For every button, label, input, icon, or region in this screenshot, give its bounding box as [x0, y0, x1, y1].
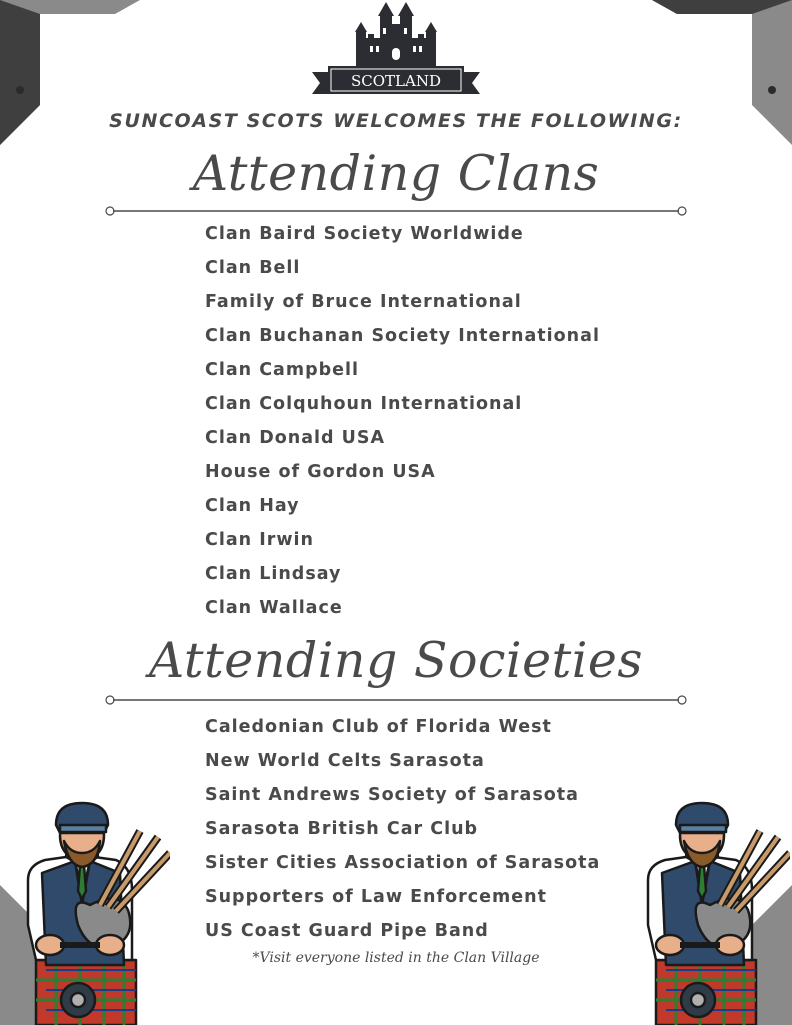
- list-item: Caledonian Club of Florida West: [205, 717, 552, 737]
- scotland-logo: [308, 0, 484, 100]
- list-item: Saint Andrews Society of Sarasota: [205, 785, 579, 805]
- list-item: Clan Colquhoun International: [205, 394, 523, 414]
- list-item: Clan Baird Society Worldwide: [205, 224, 524, 244]
- list-item: Clan Campbell: [205, 360, 360, 380]
- clans-divider: [105, 204, 687, 218]
- list-item: US Coast Guard Pipe Band: [205, 921, 489, 941]
- list-item: Supporters of Law Enforcement: [205, 887, 547, 907]
- societies-title: Attending Societies: [148, 632, 644, 689]
- societies-list: [205, 715, 600, 953]
- list-item: House of Gordon USA: [205, 462, 436, 482]
- list-item: Clan Hay: [205, 496, 300, 516]
- bagpiper-left-illustration: [20, 795, 170, 1025]
- list-item: Clan Irwin: [205, 530, 314, 550]
- list-item: Family of Bruce International: [205, 292, 522, 312]
- list-item: Sarasota British Car Club: [205, 819, 479, 839]
- bagpiper-right-illustration: [640, 795, 790, 1025]
- list-item: Clan Donald USA: [205, 428, 385, 448]
- list-item: Sister Cities Association of Sarasota: [205, 853, 601, 873]
- list-item: New World Celts Sarasota: [205, 751, 485, 771]
- logo-text: SCOTLAND: [351, 72, 441, 90]
- clans-list: [205, 222, 600, 630]
- footnote: *Visit everyone listed in the Clan Village: [252, 950, 540, 966]
- welcome-heading: SUNCOAST SCOTS WELCOMES THE FOLLOWING:: [109, 110, 683, 132]
- clans-title: Attending Clans: [192, 145, 600, 202]
- list-item: Clan Bell: [205, 258, 301, 278]
- societies-divider: [105, 693, 687, 707]
- list-item: Clan Buchanan Society International: [205, 326, 600, 346]
- list-item: Clan Lindsay: [205, 564, 342, 584]
- list-item: Clan Wallace: [205, 598, 343, 618]
- castle-icon: [308, 0, 484, 100]
